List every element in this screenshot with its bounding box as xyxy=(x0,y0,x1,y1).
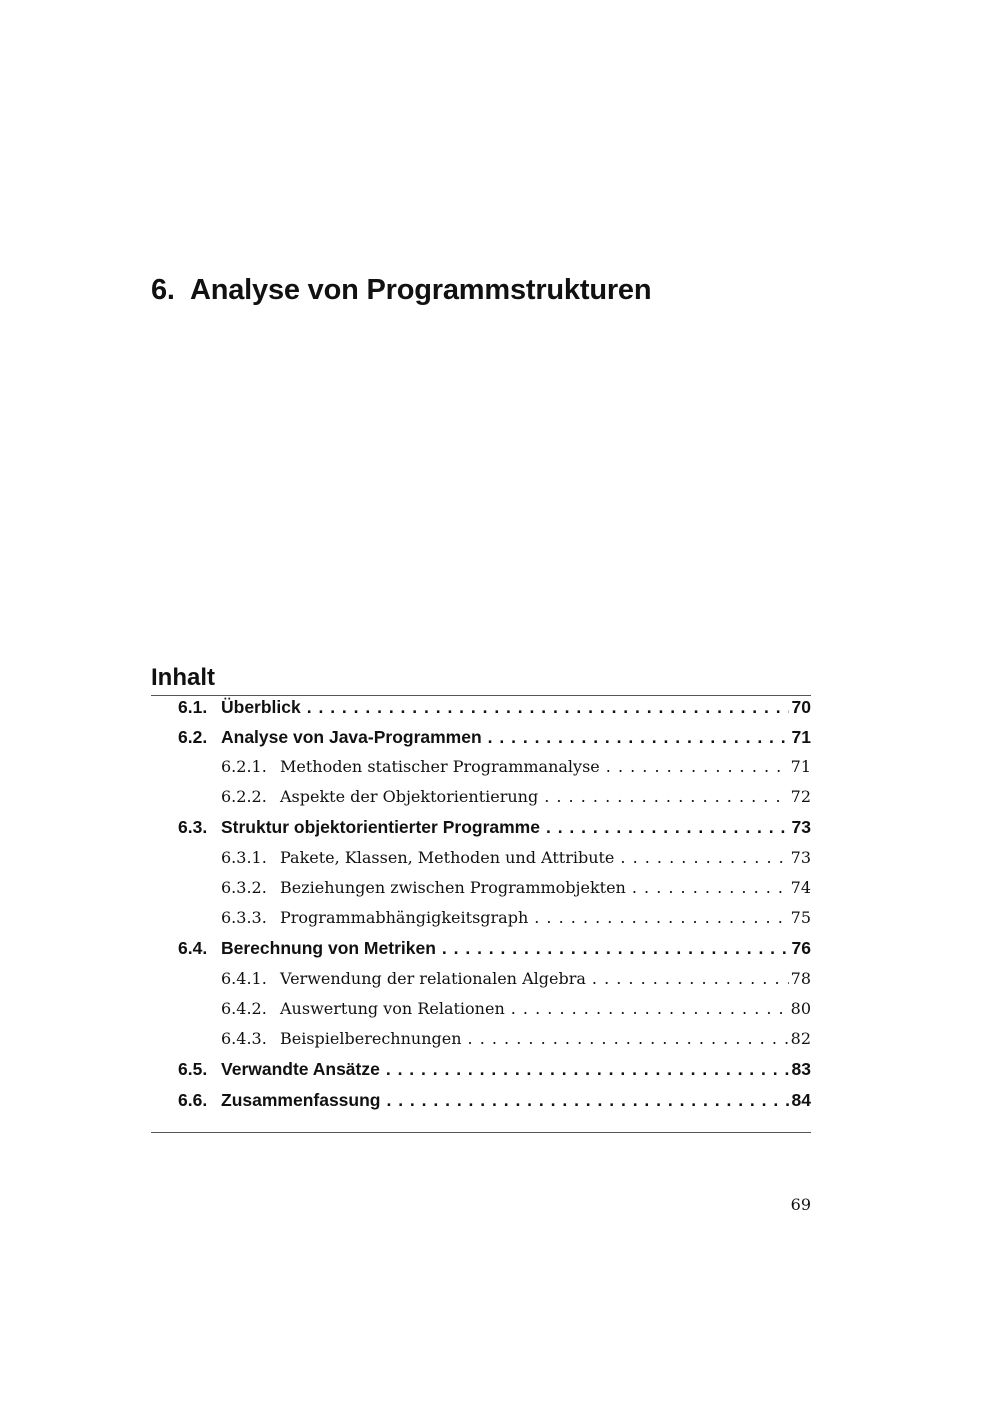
toc-entry-number: 6.6. xyxy=(178,1090,208,1110)
contents-heading: Inhalt xyxy=(151,664,215,691)
toc-entry-page: 78 xyxy=(790,969,811,988)
toc-entry-page: 71 xyxy=(790,757,811,776)
toc-leader-dots xyxy=(540,817,789,838)
toc-entry-page: 74 xyxy=(790,878,811,897)
toc-entry-number: 6.2. xyxy=(178,727,208,747)
toc-entry-number: 6.4.2. xyxy=(221,999,267,1018)
toc-entry[interactable] xyxy=(151,1059,811,1089)
toc-leader-dots xyxy=(380,1090,789,1111)
toc-entry-title: Beziehungen zwischen Programmobjekten xyxy=(280,878,626,897)
toc-entry[interactable] xyxy=(151,817,811,847)
toc-entry-number: 6.1. xyxy=(178,697,208,717)
toc-leader-dots xyxy=(462,1029,789,1048)
chapter-number: 6. xyxy=(151,274,175,306)
toc-entry-number: 6.4.3. xyxy=(221,1029,267,1048)
toc-entry-page: 73 xyxy=(790,848,811,867)
toc-entry-number: 6.5. xyxy=(178,1059,208,1079)
toc-entry-title: Berechnung von Metriken xyxy=(221,938,436,958)
toc-entry-title: Pakete, Klassen, Methoden und Attribute xyxy=(280,848,615,867)
toc-leader-dots xyxy=(538,787,789,806)
toc-entry-number: 6.2.1. xyxy=(221,757,267,776)
toc-entry-page: 83 xyxy=(791,1059,811,1079)
toc-leader-dots xyxy=(301,697,789,718)
toc-entry-title: Verwandte Ansätze xyxy=(221,1059,380,1079)
toc-entry-title: Verwendung der relationalen Algebra xyxy=(280,969,586,988)
toc-leader-dots xyxy=(482,727,789,748)
toc-entry-title: Beispielberechnungen xyxy=(280,1029,462,1048)
toc-entry-number: 6.4. xyxy=(178,938,208,958)
chapter-title xyxy=(151,274,651,307)
toc-entry[interactable] xyxy=(151,757,811,787)
toc-entry-title: Analyse von Java-Programmen xyxy=(221,727,482,747)
toc-entry-page: 71 xyxy=(791,727,811,747)
toc-entry[interactable] xyxy=(151,697,811,727)
toc-entry[interactable] xyxy=(151,938,811,968)
toc-entry-page: 82 xyxy=(790,1029,811,1048)
toc-entry-page: 76 xyxy=(791,938,811,958)
toc-leader-dots xyxy=(505,999,789,1018)
toc-entry[interactable] xyxy=(151,727,811,757)
toc-leader-dots xyxy=(436,938,789,959)
contents-bottom-rule xyxy=(151,1132,811,1133)
toc-entry[interactable] xyxy=(151,1090,811,1120)
toc-entry[interactable] xyxy=(151,878,811,908)
toc-leader-dots xyxy=(626,878,789,897)
toc-entry-page: 73 xyxy=(791,817,811,837)
toc-entry-title: Auswertung von Relationen xyxy=(280,999,505,1018)
toc-entry[interactable] xyxy=(151,908,811,938)
toc-leader-dots xyxy=(528,908,789,927)
toc-entry-number: 6.4.1. xyxy=(221,969,267,988)
toc-entry[interactable] xyxy=(151,1029,811,1059)
toc-entry-page: 70 xyxy=(791,697,811,717)
toc-entry-number: 6.2.2. xyxy=(221,787,267,806)
contents-top-rule xyxy=(151,695,811,696)
toc-leader-dots xyxy=(586,969,789,988)
toc-entry-title: Struktur objektorientierter Programme xyxy=(221,817,540,837)
toc-entry[interactable] xyxy=(151,969,811,999)
toc-entry[interactable] xyxy=(151,848,811,878)
toc-entry[interactable] xyxy=(151,999,811,1029)
toc-entry-page: 80 xyxy=(790,999,811,1018)
toc-leader-dots xyxy=(614,848,789,867)
toc-entry-title: Überblick xyxy=(221,697,301,717)
toc-entry-number: 6.3.3. xyxy=(221,908,267,927)
toc-entry-title: Aspekte der Objektorientierung xyxy=(280,787,539,806)
toc-entry-page: 84 xyxy=(791,1090,811,1110)
toc-leader-dots xyxy=(380,1059,789,1080)
toc-entry-number: 6.3. xyxy=(178,817,208,837)
chapter-title-text: Analyse von Programmstrukturen xyxy=(190,274,652,306)
toc-entry-title: Methoden statischer Programmanalyse xyxy=(280,757,600,776)
toc-entry-number: 6.3.1. xyxy=(221,848,267,867)
toc-entry-page: 75 xyxy=(790,908,811,927)
toc-entry[interactable] xyxy=(151,787,811,817)
toc-entry-title: Programmabhängigkeitsgraph xyxy=(280,908,529,927)
toc-entry-title: Zusammenfassung xyxy=(221,1090,381,1110)
toc-entry-number: 6.3.2. xyxy=(221,878,267,897)
toc-leader-dots xyxy=(600,757,789,776)
page-number: 69 xyxy=(790,1195,811,1214)
toc-entry-page: 72 xyxy=(790,787,811,806)
